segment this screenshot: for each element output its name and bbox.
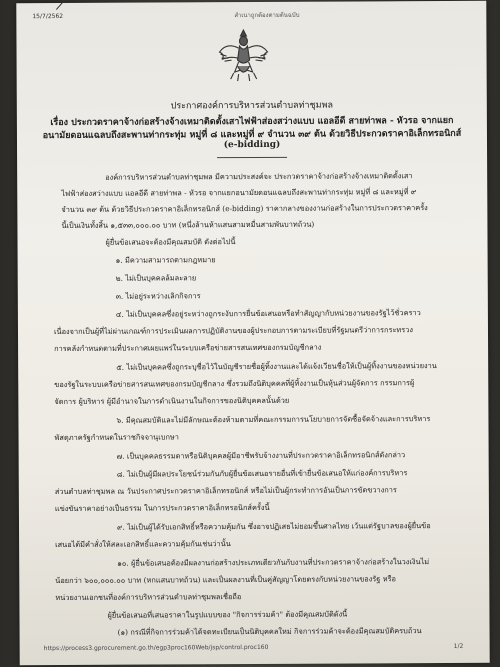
body-line: หน่วยงานเอกชนที่องค์การบริหารส่วนตำบลท่าชุมพลเชื่อถือ: [55, 592, 242, 603]
body-line: เนื่องจากเป็นผู้ที่ไม่ผ่านเกณฑ์การประเมินผลการปฏิบัติงานของผู้ประกอบการตามระเบียบที่รัฐมนตรีว่าการกระทรวง: [53, 325, 414, 337]
title-underline: [217, 157, 287, 158]
body-line: เสนอได้มีคำสั่งให้สละเอกสิทธิ์และความคุ้มกันเช่นว่านั้น: [55, 539, 231, 550]
certified-copy-stamp: สำเนาถูกต้องตามต้นฉบับ: [234, 11, 300, 20]
body-line: ๘. ไม่เป็นผู้มีผลประโยชน์ร่วมกันกับผู้ยื่นข้อเสนอรายอื่นที่เข้ายื่นข้อเสนอให้แก่องค์การบริหาร: [116, 468, 408, 479]
body-line: นี้เป็นเงินทั้งสิ้น ๑,๕๓๓,๐๐๐.๐๐ บาท (หนึ่งล้านห้าแสนสามหมื่นสามพันบาทถ้วน): [61, 219, 315, 231]
footer-url: https://process3.gprocurement.go.th/egp3proc160Web/jsp/control.proc160: [43, 643, 269, 653]
body-line: ๓. ไม่อยู่ระหว่างเลิกกิจการ: [115, 291, 201, 301]
handwritten-date: 15/7/2562: [32, 12, 64, 21]
body-line: ไฟฟ้าส่องสว่างแบบ แอลอีดี สายท่าพล - หัวรอ จากแยกอนามัยดอนแฉลบถึงสะพานท่ากระทุ่ม หมู่ที่ ๘ และหมู่ที่ ๙: [61, 187, 417, 199]
announcement-title: ประกาศองค์การบริหารส่วนตำบลท่าชุมพล: [170, 100, 334, 112]
body-line: ผู้ยื่นข้อเสนอจะต้องมีคุณสมบัติ ดังต่อไปนี้: [105, 237, 236, 247]
body-line: (๑) กรณีที่กิจการร่วมค้าได้จดทะเบียนเป็นนิติบุคคลใหม่ กิจการร่วมค้าจะต้องมีคุณสมบัติครบถ้วน: [117, 626, 422, 637]
body-line: ของรัฐในระบบเครือข่ายสารสนเทศของกรมบัญชีกลาง ซึ่งรวมถึงนิติบุคคลที่ผู้ทิ้งงานเป็นหุ้นส่วนผู้จัดการ กรรมการผู้: [54, 378, 415, 390]
body-line: ๔. ไม่เป็นบุคคลซึ่งอยู่ระหว่างถูกระงับการยื่นข้อเสนอหรือทำสัญญากับหน่วยงานของรัฐไว้ชั่วคราว: [115, 308, 421, 319]
body-line: องค์การบริหารส่วนตำบลท่าชุมพล มีความประสงค์จะ ประกวดราคาจ้างก่อสร้างจ้างเหมาติดตั้งเสา: [105, 171, 413, 182]
body-line: ผู้ยื่นข้อเสนอที่เสนอราคาในรูปแบบของ "กิจการร่วมค้า" ต้องมีคุณสมบัติดังนี้: [107, 609, 348, 620]
body-line: ๙. ไม่เป็นผู้ได้รับเอกสิทธิ์หรือความคุ้มกัน ซึ่งอาจปฏิเสธไม่ยอมขึ้นศาลไทย เว้นแต่รัฐบาลของผู้ยื่นข้อ: [116, 521, 431, 532]
body-line: ๕. ไม่เป็นบุคคลซึ่งถูกระบุชื่อไว้ในบัญชีรายชื่อผู้ทิ้งงานและได้แจ้งเวียนชื่อให้เป็นผู้ทิ้งงานของหน่วยงาน: [116, 361, 437, 372]
body-line: ๑. มีความสามารถตามกฎหมาย: [115, 255, 216, 265]
body-line: การคลังกำหนดตามที่ประกาศเผยแพร่ในระบบเครือข่ายสารสนเทศของกรมบัญชีกลาง: [54, 342, 322, 354]
body-line: ส่วนตำบลท่าชุมพล ณ วันประกาศประกวดราคาอิเล็กทรอนิกส์ หรือไม่เป็นผู้กระทำการอันเป็นการขัดขวางการ: [54, 485, 397, 497]
subject-line-3: (e-bidding): [223, 139, 281, 151]
body-line: ๗. เป็นบุคคลธรรมดาหรือนิติบุคคลผู้มีอาชีพรับจ้างงานที่ประกวดราคาอิเล็กทรอนิกส์ดังกล่าว: [116, 450, 406, 461]
body-line: จำนวน ๓๙ ต้น ด้วยวิธีประกวดราคาอิเล็กทรอนิกส์ (e-bidding) ราคากลางของงานก่อสร้างในการประกวดราคาครั้ง: [61, 203, 428, 215]
garuda-emblem-icon: [216, 26, 270, 84]
body-line: แข่งขันราคาอย่างเป็นธรรม ในการประกวดราคาอิเล็กทรอนิกส์ครั้งนี้: [54, 502, 270, 514]
pen-mark: [56, 0, 75, 10]
body-line: ๒. ไม่เป็นบุคคลล้มละลาย: [115, 273, 197, 283]
body-line: ๑๐. ผู้ยื่นข้อเสนอต้องมีผลงานก่อสร้างประเภทเดียวกันกับงานที่ประกวดราคาจ้างก่อสร้างในวงเงินไม่: [117, 557, 430, 568]
subject-line-2: อนามัยดอนแฉลบถึงสะพานท่ากระทุ่ม หมู่ที่ ๘ และหมู่ที่ ๙ จำนวน ๓๙ ต้น ด้วยวิธีประกวดราคาอิเล็กทรอนิกส์: [42, 128, 462, 142]
document-page: [16, 1, 489, 665]
subject-line-1: เรื่อง ประกวดราคาจ้างก่อสร้างจ้างเหมาติดตั้งเสาไฟฟ้าส่องสว่างแบบ แอลอีดี สายท่าพล - หัวรอ จากแยก: [50, 115, 454, 129]
body-line: ๖. มีคุณสมบัติและไม่มีลักษณะต้องห้ามตามที่คณะกรรมการนโยบายการจัดซื้อจัดจ้างและการบริหาร: [116, 414, 431, 425]
body-line: พัสดุภาครัฐกำหนดในราชกิจจานุเบกษา: [54, 432, 179, 443]
body-line: จัดการ ผู้บริหาร ผู้มีอำนาจในการดำเนินงานในกิจการของนิติบุคคลนั้นด้วย: [54, 395, 290, 407]
body-line: น้อยกว่า ๖๐๐,๐๐๐.๐๐ บาท (หกแสนบาทถ้วน) และเป็นผลงานที่เป็นคู่สัญญาโดยตรงกับหน่วยงานของรัฐ หรือ: [55, 574, 396, 586]
page-number: 1/2: [453, 642, 464, 650]
